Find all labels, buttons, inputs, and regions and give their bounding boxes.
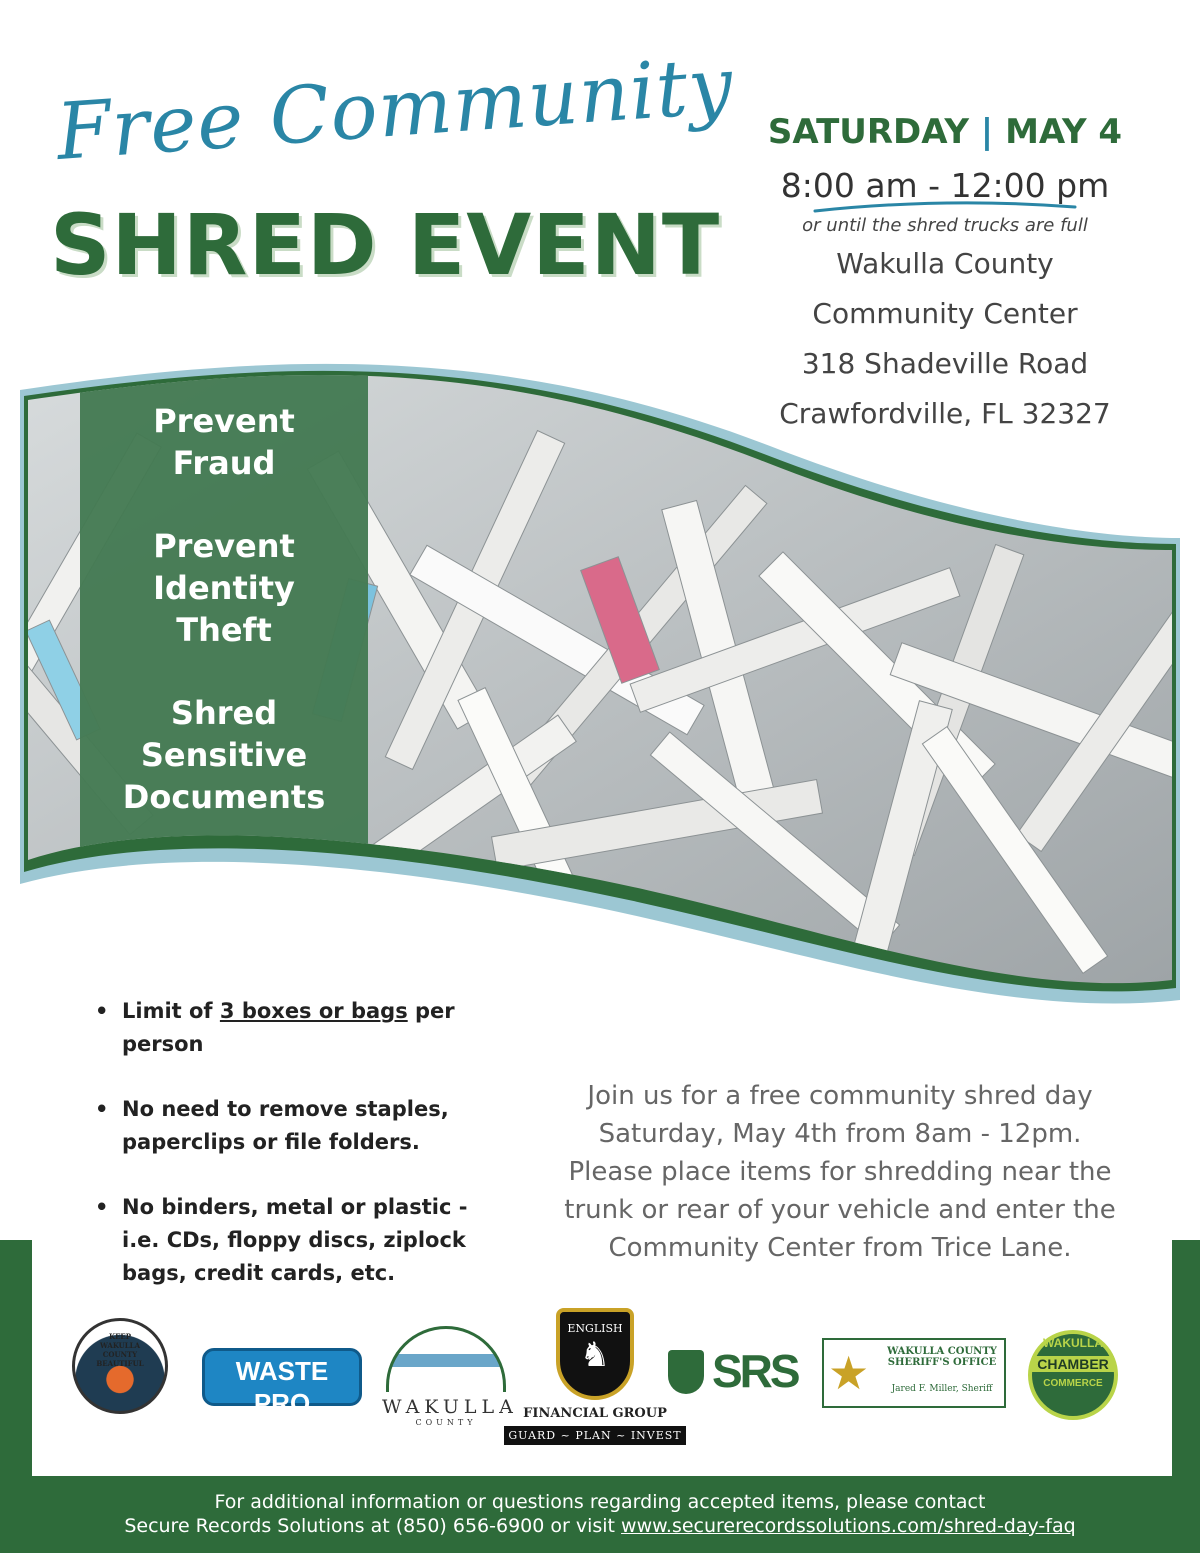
waste-pro-name: WASTE PRO [235, 1356, 329, 1418]
rule-limit-suffix: per person [122, 999, 455, 1056]
benefit-2-line-1: Prevent [153, 527, 295, 565]
footer-line-2-text: Secure Records Solutions at (850) 656-6900 or visit [124, 1515, 622, 1537]
event-month-day: MAY 4 [1005, 112, 1123, 152]
sheriff-star-icon: ★ [828, 1346, 870, 1400]
event-day: SATURDAY [767, 112, 969, 152]
chamber-bottom: COMMERCE [1043, 1378, 1103, 1389]
footer-line-1: For additional information or questions regarding accepted items, please contact [214, 1491, 986, 1513]
description-line-4: trunk or rear of your vehicle and enter the [564, 1195, 1116, 1225]
waste-pro-tagline: Caring For Our Communities [224, 1419, 340, 1429]
date-separator: | [980, 112, 994, 152]
benefit-2-line-3: Theft [176, 611, 272, 649]
sheriff-name: Jared F. Miller, Sheriff [891, 1384, 993, 1394]
srs-shield-icon [668, 1350, 704, 1394]
address-line-1: Wakulla County [836, 247, 1054, 280]
benefit-prevent-fraud [80, 400, 368, 484]
description-line-5: Community Center from Trice Lane. [608, 1233, 1072, 1263]
rule-no-binders: • No binders, metal or plastic - i.e. CDs, floppy discs, ziplock bags, credit cards, etc. [95, 1191, 505, 1290]
description-line-1: Join us for a free community shred day [587, 1081, 1093, 1111]
address-line-3: 318 Shadeville Road [801, 347, 1089, 380]
english-shield-icon [556, 1308, 634, 1400]
sheriff-office-title: WAKULLA COUNTY SHERIFF'S OFFICE [887, 1346, 997, 1368]
chamber-top: WAKULLA [1043, 1336, 1103, 1350]
event-time: 8:00 am - 12:00 pm [780, 166, 1110, 205]
benefit-2-line-2: Identity [153, 569, 295, 607]
footer-line-2 [0, 1514, 1200, 1538]
benefit-3-line-3: Documents [122, 778, 326, 816]
wakulla-county-name: WAKULLA [382, 1396, 518, 1418]
chamber-mid: CHAMBER [1032, 1356, 1114, 1372]
address-line-4: Crawfordville, FL 32327 [779, 397, 1111, 430]
event-description [520, 1077, 1160, 1267]
footer-contact [0, 1490, 1200, 1538]
srs-logo [668, 1345, 800, 1398]
benefit-3-line-1: Shred [170, 694, 278, 732]
description-line-2: Saturday, May 4th from 8am - 12pm. [598, 1119, 1082, 1149]
wakulla-chamber-logo [1028, 1330, 1118, 1420]
english-tagline: GUARD ~ PLAN ~ INVEST [504, 1426, 686, 1445]
keep-wakulla-beautiful-caption: KEEP WAKULLA COUNTY BEAUTIFUL [96, 1332, 144, 1368]
wakulla-county-sub: COUNTY [415, 1418, 477, 1427]
benefit-prevent-identity-theft [80, 525, 368, 651]
benefits-panel [80, 400, 368, 859]
benefit-1-line-2: Fraud [172, 444, 276, 482]
description-line-3: Please place items for shredding near the [568, 1157, 1112, 1187]
sheriff-office-logo [822, 1338, 1006, 1408]
benefit-3-line-2: Sensitive [140, 736, 308, 774]
benefit-1-line-1: Prevent [153, 402, 295, 440]
rule-staples: • No need to remove staples, paperclips or file folders. [95, 1093, 505, 1159]
rule-limit-underlined: 3 boxes or bags [219, 999, 408, 1023]
waste-pro-logo [202, 1348, 362, 1429]
sponsor-logos [32, 1318, 1172, 1468]
wakulla-lighthouse-icon [386, 1326, 506, 1392]
english-name: ENGLISH [567, 1322, 623, 1335]
address-line-2: Community Center [812, 297, 1078, 330]
rules-list [95, 995, 505, 1322]
page-title: SHRED EVENT [50, 196, 721, 294]
horse-rider-icon: ♞ [579, 1335, 611, 1375]
srs-name: SRS [712, 1345, 798, 1397]
event-note: or until the shred trucks are full [802, 215, 1088, 236]
english-financial-logo [504, 1308, 686, 1458]
wakulla-county-logo [382, 1326, 518, 1427]
event-date [730, 112, 1160, 152]
faq-link[interactable]: www.securerecordssolutions.com/shred-day-faq [621, 1515, 1076, 1537]
script-title: Free Community [53, 40, 737, 178]
rule-limit-prefix: Limit of [122, 999, 220, 1023]
benefit-shred-documents [80, 692, 368, 818]
english-financial-group: FINANCIAL GROUP [523, 1406, 667, 1421]
rule-limit [95, 995, 505, 1061]
hero-band [0, 360, 1200, 1060]
